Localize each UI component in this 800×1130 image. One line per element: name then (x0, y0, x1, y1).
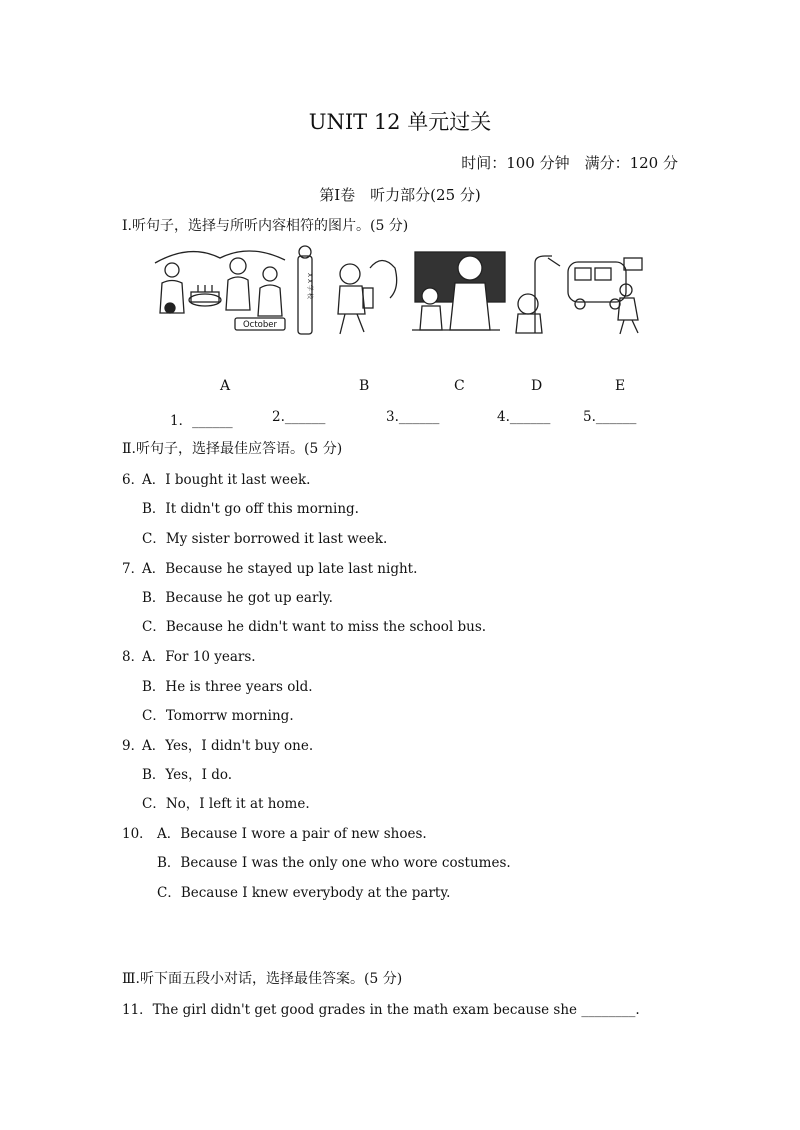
section2-heading: Ⅱ.听句子，选择最佳应答语。(5 分) (122, 441, 343, 457)
option-text: A．Because he stayed up late last night. (142, 561, 418, 577)
section1-heading: Ⅰ.听句子，选择与所听内容相符的图片。(5 分) (122, 218, 409, 234)
option-text: A．For 10 years. (142, 649, 256, 665)
option-text: A．Because I wore a pair of new shoes. (157, 826, 427, 842)
question-number: 7． (122, 561, 145, 577)
question-number: 8． (122, 649, 145, 665)
option-text: C．Tomorrw morning. (142, 708, 294, 724)
picture-letter-b: B (359, 378, 370, 394)
picture-a-birthday-party (155, 251, 285, 330)
part-title: 第Ⅰ卷 听力部分(25 分) (319, 186, 481, 204)
option-text: A．I bought it last week. (142, 472, 311, 488)
picture-letter-a: A (220, 378, 231, 394)
picture-letter-d: D (531, 378, 543, 394)
picture-c-teacher-boy (412, 252, 505, 330)
option-text: B．It didn't go off this morning. (142, 501, 359, 517)
option-text: C．Because I knew everybody at the party. (157, 885, 451, 901)
page-title: UNIT 12 单元过关 (308, 110, 492, 134)
answer-blank-4: 4.______ (497, 409, 551, 425)
listening-pictures (150, 238, 650, 353)
picture-e-bus-girl (568, 258, 642, 334)
question-number: 9． (122, 738, 145, 754)
section3-heading: Ⅲ.听下面五段小对话，选择最佳答案。(5 分) (122, 971, 403, 987)
option-text: B．Yes，I do. (142, 767, 233, 783)
option-text: C．My sister borrowed it last week. (142, 531, 388, 547)
school-sign: X X 学 校 (306, 273, 313, 299)
picture-letter-e: E (615, 378, 626, 394)
question-number: 6． (122, 472, 145, 488)
answer-blank-3: 3.______ (386, 409, 440, 425)
option-text: B．Because I was the only one who wore costumes. (157, 855, 511, 871)
answer-blank-5: 5.______ (583, 409, 637, 425)
answer-blank-1: 1．______ (170, 413, 233, 429)
picture-d-shower-girl (516, 256, 560, 333)
option-text: C．Because he didn't want to miss the school bus. (142, 619, 487, 635)
question-number: 10． (122, 826, 153, 842)
option-text: C．No，I left it at home. (142, 796, 310, 812)
option-text: B．He is three years old. (142, 679, 313, 695)
exam-meta: 时间：100 分钟 满分：120 分 (461, 154, 678, 172)
question-11: 11．The girl didn't get good grades in the math exam because she ________. (122, 1002, 640, 1018)
answer-blank-2: 2.______ (272, 409, 326, 425)
option-text: A．Yes，I didn't buy one. (142, 738, 314, 754)
calendar-label: October (242, 320, 278, 330)
option-text: B．Because he got up early. (142, 590, 333, 606)
picture-letter-c: C (454, 378, 465, 394)
